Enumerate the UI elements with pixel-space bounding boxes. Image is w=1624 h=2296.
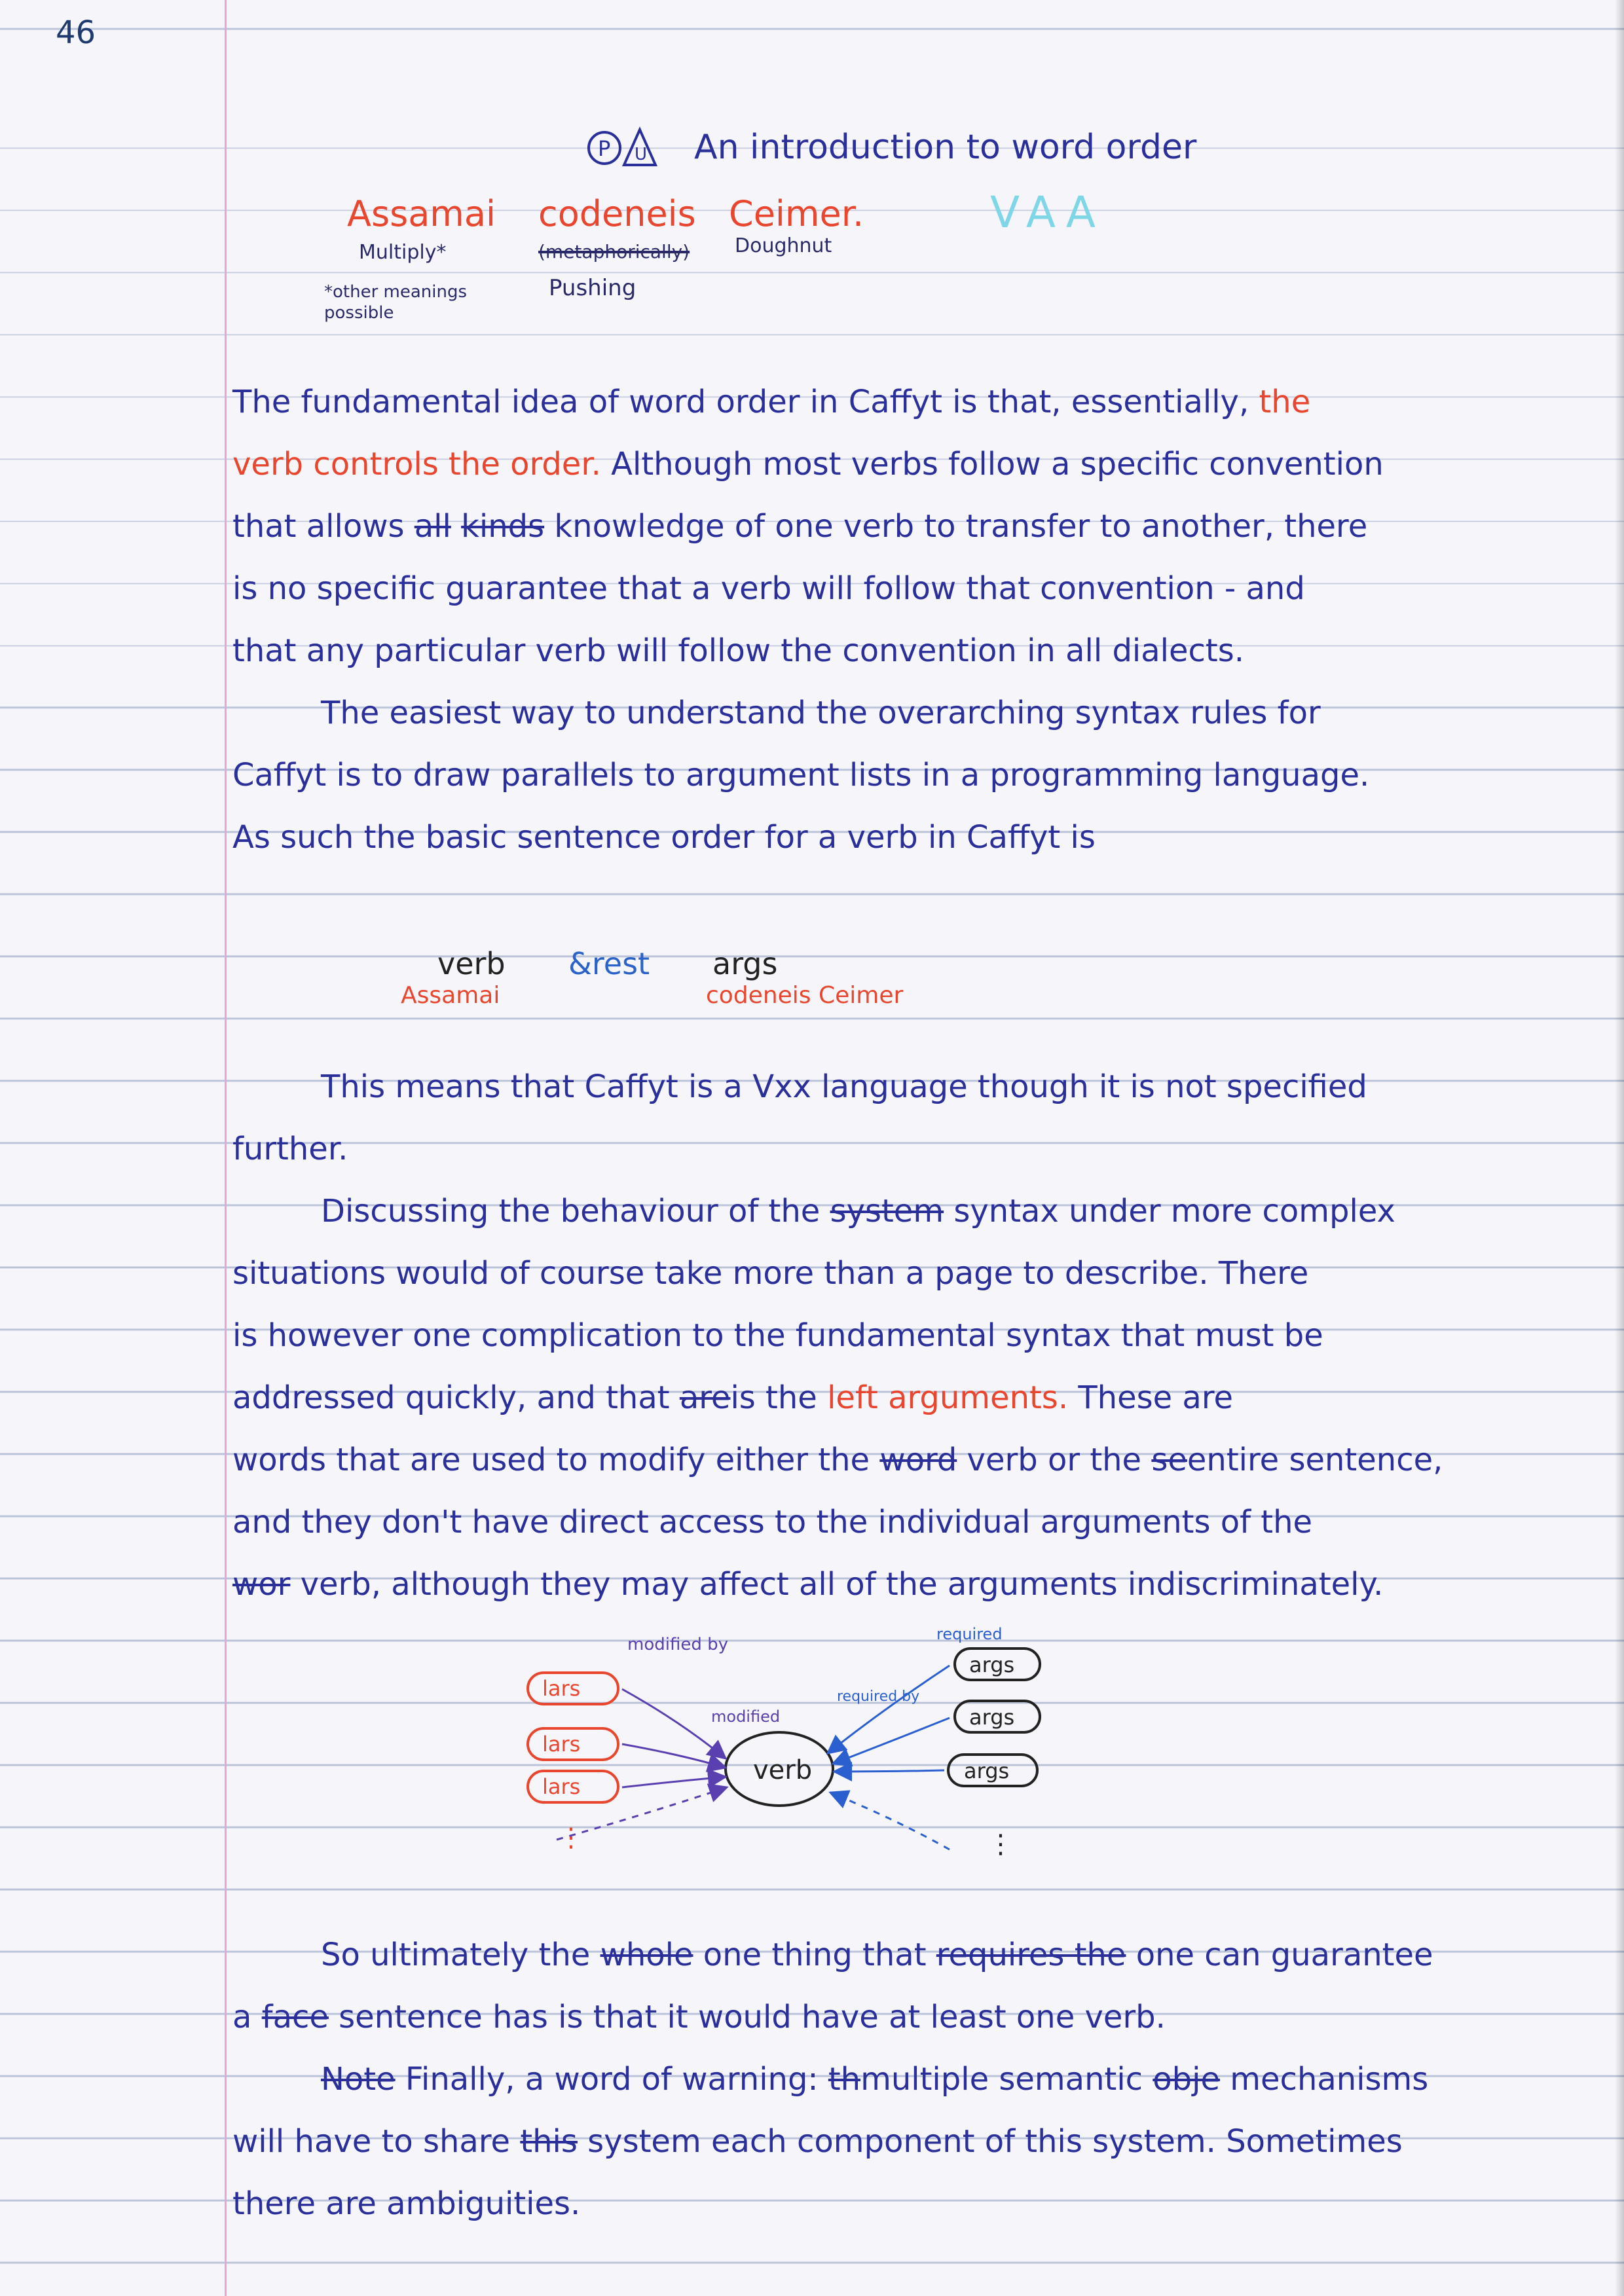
paragraph5-line1 [321,1937,1624,1973]
required-label-top: required [936,1625,1003,1643]
paragraph3-line2: further. [232,1131,348,1167]
verb-node-label: verb [753,1755,813,1785]
gloss-assamai: Multiply* [359,241,447,264]
title-symbol-icon [586,123,658,169]
struck-word: word [879,1442,957,1478]
gloss-codeneis: Pushing [549,275,637,301]
text-span: will have to share [232,2123,521,2160]
lars-node-label: lars [542,1732,581,1757]
text-span: multiple semantic [860,2061,1153,2098]
text-span: So ultimately the [321,1937,600,1973]
modifier-arrow [622,1777,726,1787]
formula-rest: &rest [568,946,650,981]
paragraph4-line1 [321,1193,1624,1230]
paragraph4-line5 [232,1442,1555,1478]
paragraph1-line3 [232,508,1555,545]
text-span: mechanisms [1220,2061,1429,2098]
text-span: These are [1068,1379,1234,1416]
margin-line [225,0,227,2296]
struck-word: th [828,2061,861,2098]
text-span: one can guarantee [1126,1937,1433,1973]
text-span: entire sentence, [1187,1442,1443,1478]
formula-verb: verb [437,946,506,981]
struck-word: whole [600,1937,693,1973]
required-arrow [828,1666,950,1753]
text-span: Finally, a word of warning: [395,2061,828,2098]
svg-text:P: P [598,136,611,161]
paragraph1-line2 [232,446,1555,483]
paragraph5-line2 [232,1999,1555,2035]
required-arrow [834,1770,944,1772]
paragraph6-line2 [232,2123,1555,2160]
page-number: 46 [56,14,96,51]
page-title: An introduction to word order [694,128,1197,167]
paragraph2-line1: The easiest way to understand the overarching syntax rules for [321,695,1321,731]
highlight-span: the [1259,384,1311,420]
lars-ellipsis: ⋮ [558,1823,584,1853]
text-span: a [232,1999,262,2035]
paragraph4-line2: situations would of course take more than a page to describe. There [232,1255,1309,1292]
vaa-label: VAA [990,187,1105,238]
word-ceimer: Ceimer. [729,193,864,234]
text-span: sentence has is that it would have at least one verb. [328,1999,1166,2035]
text-span: The fundamental idea of word order in Caffyt is that, essentially, [232,384,1259,420]
modifier-arrow [622,1689,726,1758]
struck-word: this [520,2123,578,2160]
text-span: that allows [232,508,415,545]
struck-word: requires the [936,1937,1126,1973]
struck-word: Note [321,2061,396,2098]
highlight-span: left arguments. [827,1379,1069,1416]
struck-word: system [830,1193,944,1230]
text-span: one thing that [693,1937,936,1973]
struck-word: wor [232,1566,291,1603]
paragraph2-line3: As such the basic sentence order for a verb in Caffyt is [232,819,1096,856]
text-span: verb, although they may affect all of the arguments indiscriminately. [290,1566,1384,1603]
text-span: is the [730,1379,828,1416]
formula-verb-sub: Assamai [401,982,500,1009]
struck-word: obje [1153,2061,1220,2098]
required-arrow [833,1718,950,1764]
required-by-label-mid: required by [837,1688,920,1705]
args-node-label: args [969,1652,1015,1677]
gloss-ceimer: Doughnut [735,234,832,257]
paragraph4-line6: and they don't have direct access to the individual arguments of the [232,1504,1313,1540]
modifier-arrow [622,1744,726,1768]
struck-word: all [414,508,451,545]
text-span: Discussing the behaviour of the [321,1193,830,1230]
word-codeneis: codeneis [538,193,696,234]
args-node-label: args [969,1705,1015,1730]
lars-node-label: lars [542,1676,581,1701]
text-span: Although most verbs follow a specific convention [600,446,1384,483]
paragraph2-line2: Caffyt is to draw parallels to argument lists in a programming language. [232,757,1370,793]
struck-word: are [679,1379,731,1416]
struck-metaphorically: (metaphorically) [538,241,690,263]
struck-word: face [261,1999,329,2035]
highlight-span: verb controls the order. [232,446,601,483]
paragraph6-line1 [321,2061,1624,2098]
paragraph4-line3: is however one complication to the fundamental syntax that must be [232,1317,1323,1354]
struck-word: kinds [461,508,545,545]
text-span: syntax under more complex [944,1193,1395,1230]
formula-args: args [712,946,778,981]
modifier-arrow [557,1787,727,1840]
text-span: verb or the [957,1442,1152,1478]
paragraph3-line1: This means that Caffyt is a Vxx language though it is not specified [321,1068,1367,1105]
paragraph1-line4: is no specific guarantee that a verb will follow that convention - and [232,570,1305,607]
struck-word: se [1151,1442,1187,1478]
modified-by-label-top: modified by [627,1635,728,1654]
word-assamai: Assamai [347,193,496,234]
other-meanings-note: *other meanings possible [324,282,468,323]
text-span: knowledge of one verb to transfer to another, there [544,508,1368,545]
paragraph4-line4 [232,1379,1555,1416]
paragraph1-line1 [232,384,1555,420]
text-span: words that are used to modify either the [232,1442,880,1478]
argument-diagram [517,1624,1041,1886]
args-node-label: args [964,1758,1010,1783]
svg-text:U: U [635,145,648,164]
paragraph6-line3: there are ambiguities. [232,2185,581,2222]
text-span: addressed quickly, and that [232,1379,680,1416]
paragraph4-line7 [232,1566,1555,1603]
paragraph1-line5: that any particular verb will follow the convention in all dialects. [232,632,1244,669]
text-span: system each component of this system. Sometimes [577,2123,1403,2160]
formula-args-sub: codeneis Ceimer [706,982,904,1009]
required-arrow [830,1793,950,1850]
lars-node-label: lars [542,1774,581,1799]
args-ellipsis: ⋮ [987,1829,1014,1859]
modified-label-mid: modified [711,1707,781,1726]
